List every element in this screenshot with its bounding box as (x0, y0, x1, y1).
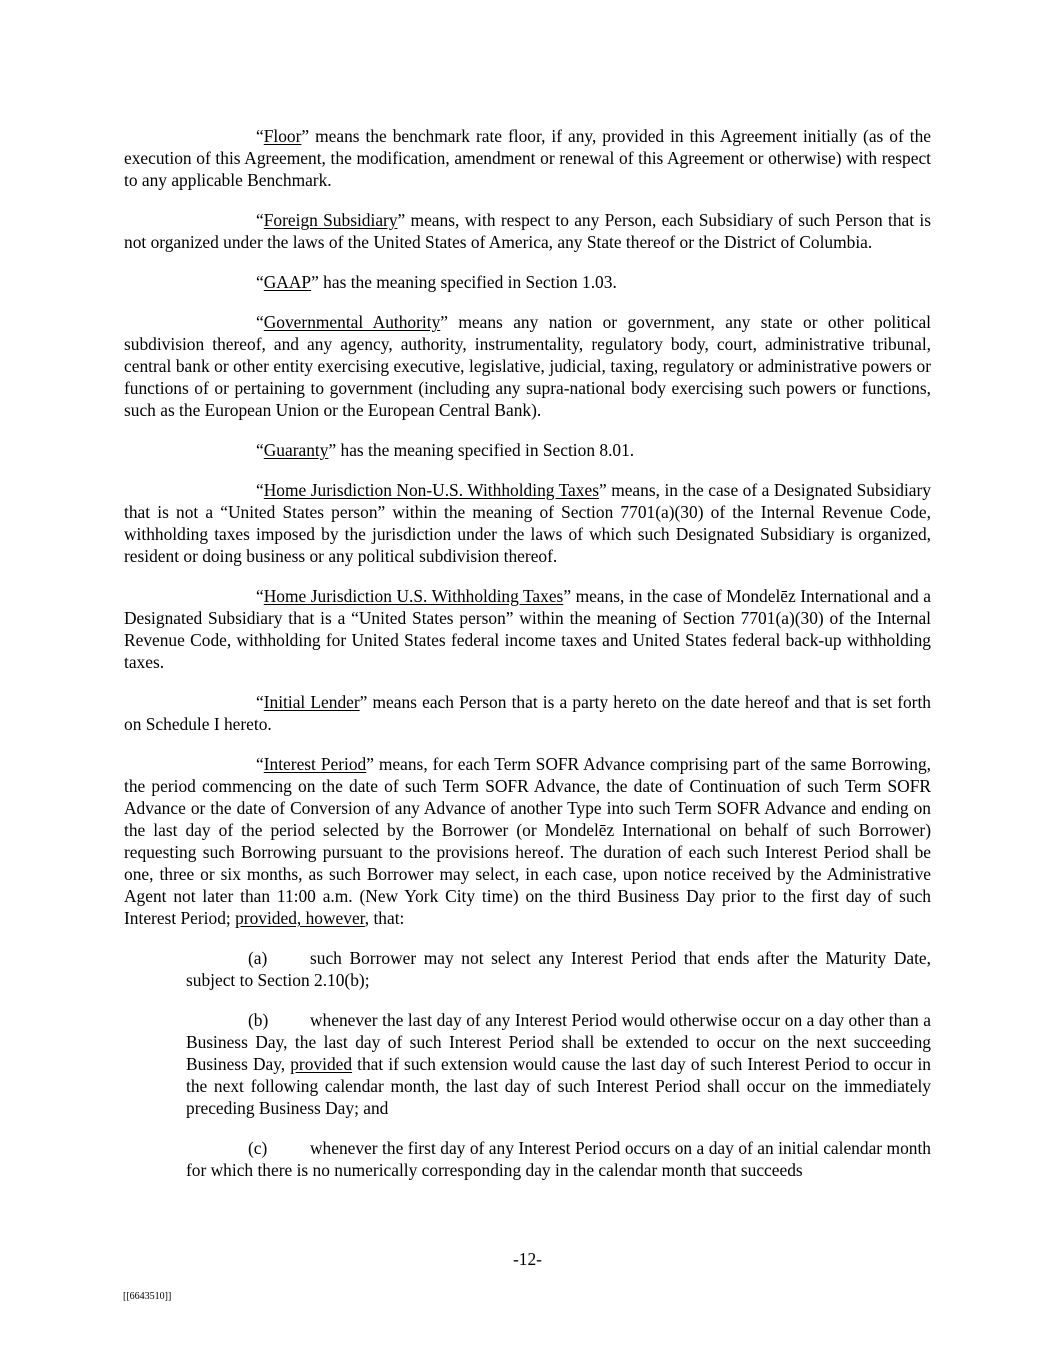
defined-term: Guaranty (263, 440, 329, 460)
definition-initial-lender: “Initial Lender” means each Person that is a party hereto on the date hereof and that is set forth on Schedule I hereto. (124, 692, 931, 734)
definition-floor: “Floor” means the benchmark rate floor, if any, provided in this Agreement initially (as of the execution of this Agreement, the modification, amendment or renewal of this Agreement or otherwise) with respect to any applicable Benchmark. (124, 126, 931, 190)
defined-term: Interest Period (263, 754, 367, 774)
definition-interest-period: “Interest Period” means, for each Term SOFR Advance comprising part of the same Borrowing, the period commencing on the date of such Term SOFR Advance, the date of Continuation of such Term SOFR Advance or the date of Conversion of any Advance of another Type into such Term SOFR Advance and ending on the last day of the period selected by the Borrower (or Mondelēz International on behalf of such Borrower) requesting such Borrowing pursuant to the provisions hereof. The duration of each such Interest Period shall be one, three or six months, as such Borrower may select, in each case, upon notice received by the Administrative Agent not later than 11:00 a.m. (New York City time) on the third Business Day prior to the first day of such Interest Period; provided, however, that: (124, 754, 931, 928)
subclause-label: (c) (248, 1138, 268, 1158)
definition-guaranty: “Guaranty” has the meaning specified in Section 8.01. (256, 440, 635, 460)
subclause-a (186, 947, 931, 991)
definition-governmental-authority: “Governmental Authority” means any nation or government, any state or other political subdivision thereof, and any agency, authority, instrumentality, regulatory body, court, administrative tribunal, central bank or other entity exercising executive, legislative, judicial, taxing, regulatory or administrative powers or functions of or pertaining to government (including any supra-national body exercising such powers or functions, such as the European Union or the European Central Bank). (124, 312, 931, 420)
subclause-text: whenever the last day of any Interest Period would otherwise occur on a day other than a Business Day, the last day of such Interest Period shall be extended to occur on the next succeeding Business Day, (186, 1010, 931, 1074)
defined-term: Home Jurisdiction U.S. Withholding Taxes (263, 586, 564, 606)
subclause-text: whenever the first day of any Interest Period occurs on a day of an initial calendar month for which there is no numerically corresponding day in the calendar month that succeeds (186, 1138, 931, 1180)
proviso-term: provided (290, 1054, 353, 1074)
definition-text: ” means each Person that is a party hereto on the date hereof and that is set forth on Schedule I hereto. (124, 692, 931, 734)
definition-home-jurisdiction-non-us: “Home Jurisdiction Non-U.S. Withholding Taxes” means, in the case of a Designated Subsidiary that is not a “United States person” within the meaning of Section 7701(a)(30) of the Internal Revenue Code, withholding taxes imposed by the jurisdiction under the laws of which such Designated Subsidiary is organized, resident or doing business or any political subdivision thereof. (124, 480, 932, 566)
subclause-b (186, 1009, 931, 1119)
proviso-term: provided, however (235, 908, 365, 928)
page-number: -12- (513, 1249, 542, 1269)
subclause-text: such Borrower may not select any Interest Period that ends after the Maturity Date, subject to Section 2.10(b); (186, 948, 931, 990)
definition-text: ” means, for each Term SOFR Advance comprising part of the same Borrowing, the period commencing on the date of such Term SOFR Advance, the date of Continuation of such Term SOFR Advance or the date of Conversion of any Advance of another Type into such Term SOFR Advance and ending on the last day of the period selected by the Borrower (or Mondelēz International on behalf of such Borrower) requesting such Borrowing pursuant to the provisions hereof. The duration of each such Interest Period shall be one, three or six months, as such Borrower may select, in each case, upon notice received by the Administrative Agent not later than 11:00 a.m. (New York City time) on the third Business Day prior to the first day of such Interest Period; (124, 754, 931, 928)
document-id: [[6643510]] (123, 1291, 172, 1302)
document-body (124, 125, 931, 1199)
definition-foreign-subsidiary: “Foreign Subsidiary” means, with respect to any Person, each Subsidiary of such Person that is not organized under the laws of the United States of America, any State thereof or the District of Columbia. (124, 210, 932, 252)
definition-text: ” means, in the case of Mondelēz International and a Designated Subsidiary that is a “United States person” within the meaning of Section 7701(a)(30) of the Internal Revenue Code, withholding for United States federal income taxes and United States federal back-up withholding taxes. (124, 586, 931, 672)
subclause-label: (b) (248, 1010, 269, 1030)
defined-term: Floor (263, 126, 302, 146)
definition-home-jurisdiction-us: “Home Jurisdiction U.S. Withholding Taxes” means, in the case of Mondelēz International and a Designated Subsidiary that is a “United States person” within the meaning of Section 7701(a)(30) of the Internal Revenue Code, withholding for United States federal income taxes and United States federal back-up withholding taxes. (124, 586, 931, 672)
definition-text: ” means the benchmark rate floor, if any, provided in this Agreement initially (as of the execution of this Agreement, the modification, amendment or renewal of this Agreement or otherwise) with respect to any applicable Benchmark. (124, 126, 931, 190)
subclause-text-continued: that if such extension would cause the last day of such Interest Period to occur in the next following calendar month, the last day of such Interest Period shall occur on the immediately preceding Business Day; and (186, 1054, 931, 1118)
definition-text: ” means any nation or government, any state or other political subdivision thereof, and any agency, authority, instrumentality, regulatory body, court, administrative tribunal, central bank or other entity exercising executive, legislative, judicial, taxing, regulatory or administrative powers or functions of or pertaining to government (including any supra-national body exercising such powers or functions, such as the European Union or the European Central Bank). (124, 312, 931, 420)
defined-term: Governmental Authority (263, 312, 441, 332)
definition-text: ” has the meaning specified in Section 8.01. (328, 440, 635, 460)
defined-term: Foreign Subsidiary (263, 210, 398, 230)
subclause-label: (a) (248, 948, 268, 968)
defined-term: Home Jurisdiction Non-U.S. Withholding Taxes (263, 480, 599, 500)
definition-tail: , that: (364, 908, 405, 928)
subclause-c (186, 1137, 931, 1181)
definition-text: ” means, with respect to any Person, each Subsidiary of such Person that is not organized under the laws of the United States of America, any State thereof or the District of Columbia. (124, 210, 932, 252)
definition-text: ” has the meaning specified in Section 1.03. (311, 272, 617, 292)
definition-text: ” means, in the case of a Designated Subsidiary that is not a “United States person” within the meaning of Section 7701(a)(30) of the Internal Revenue Code, withholding taxes imposed by the jurisdiction under the laws of which such Designated Subsidiary is organized, resident or doing business or any political subdivision thereof. (124, 480, 932, 566)
defined-term: GAAP (263, 272, 312, 292)
defined-term: Initial Lender (263, 692, 360, 712)
definition-gaap: “GAAP” has the meaning specified in Section 1.03. (256, 272, 617, 292)
